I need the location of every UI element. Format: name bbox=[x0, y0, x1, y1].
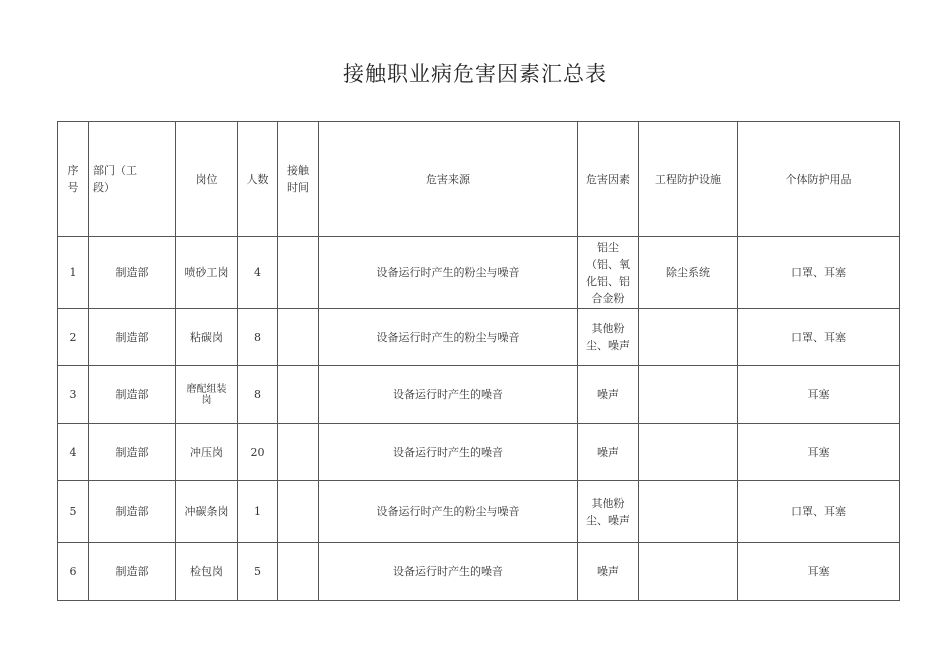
header-ppe: 个体防护用品 bbox=[738, 122, 900, 237]
cell-source: 设备运行时产生的粉尘与噪音 bbox=[319, 309, 578, 366]
cell-seq: 4 bbox=[58, 424, 89, 481]
cell-dept: 制造部 bbox=[89, 543, 176, 601]
cell-dept: 制造部 bbox=[89, 366, 176, 424]
page-title: 接触职业病危害因素汇总表 bbox=[343, 62, 607, 86]
header-time: 接触 时间 bbox=[278, 122, 319, 237]
cell-dept: 制造部 bbox=[89, 237, 176, 309]
cell-seq: 6 bbox=[58, 543, 89, 601]
cell-count: 8 bbox=[238, 309, 278, 366]
header-facility: 工程防护设施 bbox=[639, 122, 738, 237]
hazard-summary-table bbox=[57, 121, 900, 601]
table-row bbox=[58, 424, 900, 481]
cell-factor: 噪声 bbox=[578, 366, 639, 424]
header-count: 人数 bbox=[238, 122, 278, 237]
cell-seq: 3 bbox=[58, 366, 89, 424]
cell-ppe: 耳塞 bbox=[738, 366, 900, 424]
cell-facility bbox=[639, 424, 738, 481]
cell-ppe: 口罩、耳塞 bbox=[738, 309, 900, 366]
cell-post: 冲碳条岗 bbox=[176, 481, 238, 543]
cell-post: 冲压岗 bbox=[176, 424, 238, 481]
header-source: 危害来源 bbox=[319, 122, 578, 237]
cell-seq: 2 bbox=[58, 309, 89, 366]
cell-time bbox=[278, 237, 319, 309]
cell-post: 磨配组装 岗 bbox=[176, 366, 238, 424]
cell-count: 5 bbox=[238, 543, 278, 601]
cell-factor: 其他粉 尘、噪声 bbox=[578, 481, 639, 543]
cell-count: 8 bbox=[238, 366, 278, 424]
table-row bbox=[58, 366, 900, 424]
header-post: 岗位 bbox=[176, 122, 238, 237]
cell-source: 设备运行时产生的噪音 bbox=[319, 424, 578, 481]
header-dept: 部门（工 段） bbox=[89, 122, 176, 237]
header-seq: 序 号 bbox=[58, 122, 89, 237]
cell-time bbox=[278, 366, 319, 424]
cell-time bbox=[278, 424, 319, 481]
header-row bbox=[58, 122, 900, 237]
cell-time bbox=[278, 543, 319, 601]
cell-count: 1 bbox=[238, 481, 278, 543]
cell-dept: 制造部 bbox=[89, 481, 176, 543]
cell-facility bbox=[639, 481, 738, 543]
header-factor: 危害因素 bbox=[578, 122, 639, 237]
cell-ppe: 耳塞 bbox=[738, 543, 900, 601]
cell-post: 粘碳岗 bbox=[176, 309, 238, 366]
table-row bbox=[58, 309, 900, 366]
table-row bbox=[58, 481, 900, 543]
cell-ppe: 口罩、耳塞 bbox=[738, 237, 900, 309]
cell-ppe: 耳塞 bbox=[738, 424, 900, 481]
cell-seq: 1 bbox=[58, 237, 89, 309]
cell-source: 设备运行时产生的粉尘与噪音 bbox=[319, 481, 578, 543]
cell-dept: 制造部 bbox=[89, 309, 176, 366]
cell-seq: 5 bbox=[58, 481, 89, 543]
cell-count: 20 bbox=[238, 424, 278, 481]
cell-facility bbox=[639, 543, 738, 601]
cell-facility bbox=[639, 309, 738, 366]
cell-time bbox=[278, 481, 319, 543]
cell-factor: 噪声 bbox=[578, 424, 639, 481]
cell-post: 检包岗 bbox=[176, 543, 238, 601]
table-row bbox=[58, 237, 900, 309]
cell-source: 设备运行时产生的粉尘与噪音 bbox=[319, 237, 578, 309]
cell-factor: 其他粉 尘、噪声 bbox=[578, 309, 639, 366]
cell-ppe: 口罩、耳塞 bbox=[738, 481, 900, 543]
cell-facility bbox=[639, 366, 738, 424]
cell-source: 设备运行时产生的噪音 bbox=[319, 543, 578, 601]
cell-facility: 除尘系统 bbox=[639, 237, 738, 309]
cell-post: 喷砂工岗 bbox=[176, 237, 238, 309]
cell-source: 设备运行时产生的噪音 bbox=[319, 366, 578, 424]
cell-dept: 制造部 bbox=[89, 424, 176, 481]
cell-time bbox=[278, 309, 319, 366]
cell-factor: 铝尘 （铝、氧 化铝、铝 合金粉 bbox=[578, 237, 639, 309]
cell-count: 4 bbox=[238, 237, 278, 309]
table-row bbox=[58, 543, 900, 601]
cell-factor: 噪声 bbox=[578, 543, 639, 601]
